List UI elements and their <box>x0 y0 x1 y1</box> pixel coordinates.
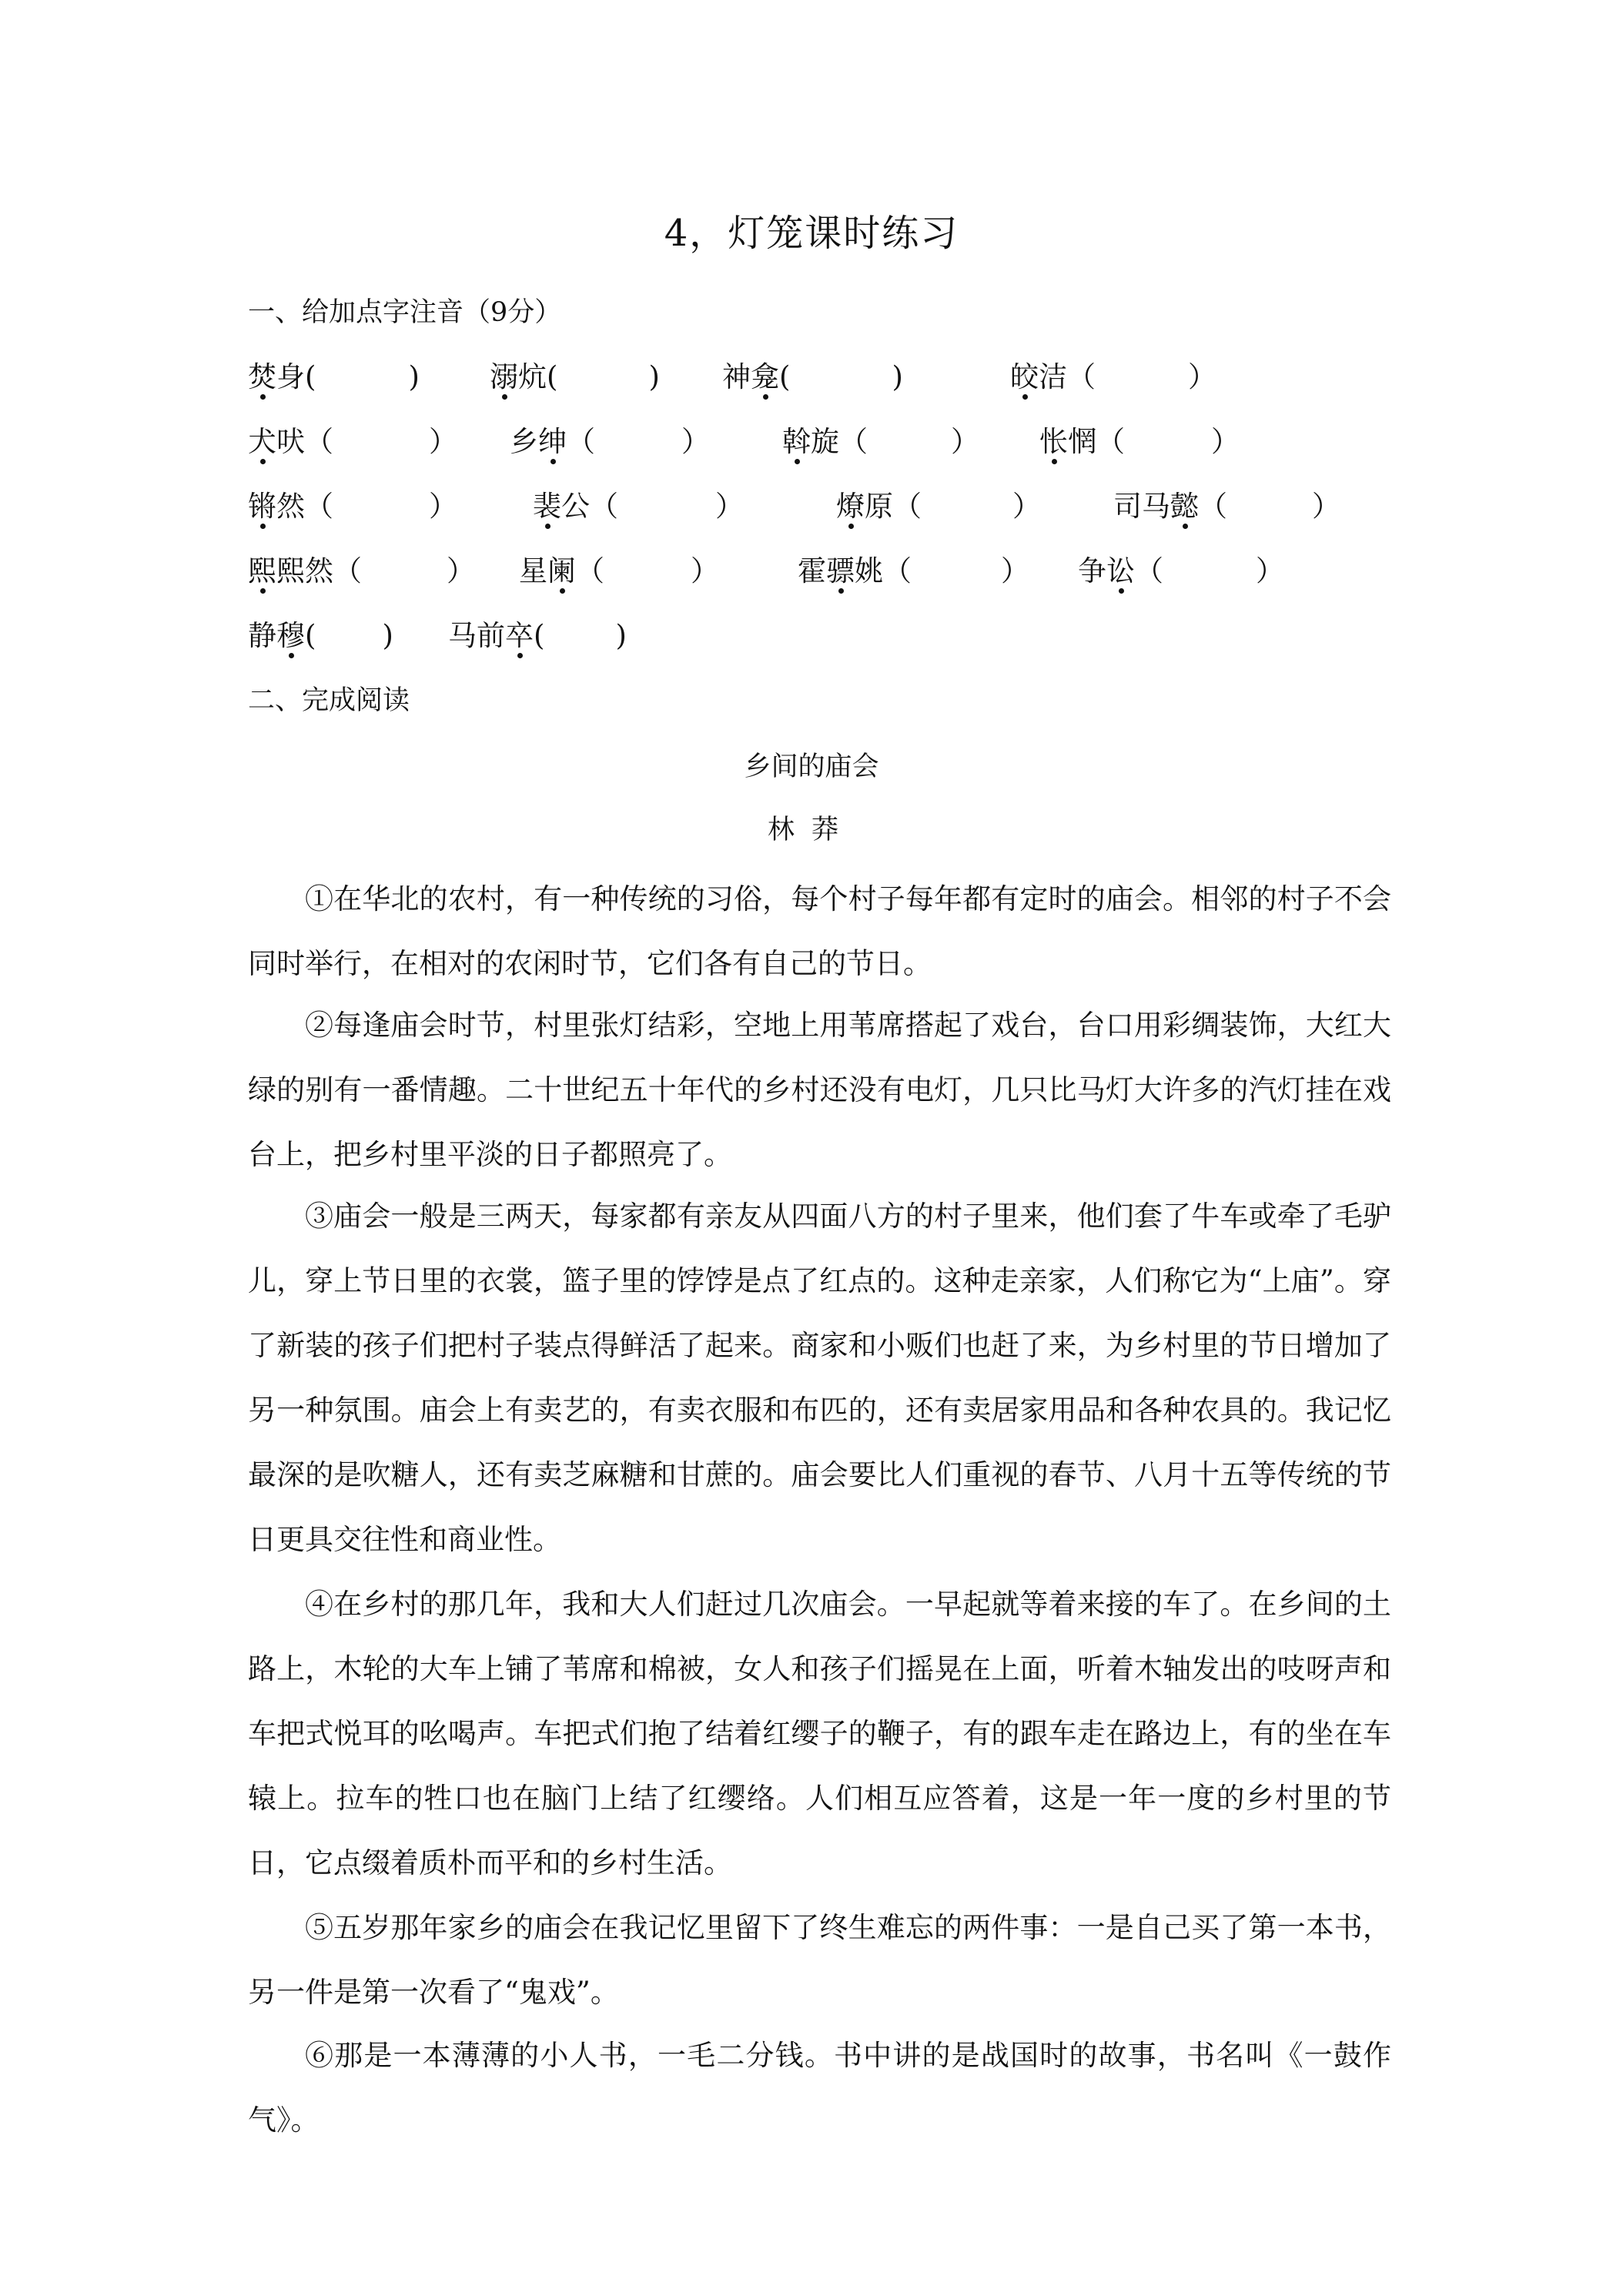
word-suffix: （ <box>576 554 604 587</box>
word-suffix: （ <box>567 425 595 458</box>
pinyin-row <box>248 614 1403 661</box>
word-suffix: ( <box>779 360 791 393</box>
word-prefix: 静 <box>248 619 276 652</box>
paragraph-1: ①在华北的农村，有一种传统的习俗，每个村子每年都有定时的庙会。相邻的村子不会同时举行，在相对的农闲时节，它们各有自己的节日。 <box>248 882 1391 980</box>
word-suffix: （ <box>1199 490 1227 523</box>
word-suffix: 洁（ <box>1039 360 1096 393</box>
closing-paren: ） <box>1188 360 1216 393</box>
word-suffix: 然（ <box>276 490 333 523</box>
emphasis-dot-icon <box>838 588 844 594</box>
closing-paren: ） <box>1312 490 1340 523</box>
emphasis-dot-icon <box>795 459 800 464</box>
word-suffix: 身( <box>276 360 316 393</box>
word-suffix: 熙然（ <box>276 554 362 587</box>
emphasis-dot-icon <box>1052 459 1057 464</box>
closing-paren: ) <box>892 360 903 393</box>
pinyin-item <box>248 614 393 658</box>
pinyin-item <box>836 485 1041 528</box>
pinyin-item <box>798 550 1029 593</box>
word-suffix: 公（ <box>561 490 618 523</box>
closing-paren: ） <box>1211 425 1240 458</box>
dotted-character: 熙 <box>248 554 276 587</box>
emphasis-dot-icon <box>289 653 294 658</box>
word-suffix: ( <box>305 619 316 652</box>
emphasis-dot-icon <box>848 524 854 529</box>
dotted-character: 绅 <box>538 425 567 458</box>
word-suffix: 姚（ <box>855 554 912 587</box>
paragraph-5: ⑤五岁那年家乡的庙会在我记忆里留下了终生难忘的两件事：一是自己买了第一本书，另一件是第一次看了“鬼戏”。 <box>248 1911 1391 2009</box>
pinyin-row <box>248 485 1403 531</box>
pinyin-row <box>248 420 1403 467</box>
passage-author: 林莽 <box>767 815 855 845</box>
pinyin-item <box>722 356 903 399</box>
word-prefix: 乡 <box>510 425 538 458</box>
emphasis-dot-icon <box>1022 394 1028 400</box>
pinyin-item <box>1039 420 1240 464</box>
closing-paren: ） <box>681 425 710 458</box>
pinyin-item <box>248 550 475 593</box>
pinyin-item <box>1078 550 1284 593</box>
closing-paren: ） <box>1001 554 1029 587</box>
paragraph-2: ②每逢庙会时节，村里张灯结彩，空地上用苇席搭起了戏台，台口用彩绸装饰，大红大绿的别有一番情趣。二十世纪五十年代的乡村还没有电灯，几只比马灯大许多的汽灯挂在戏台上，把乡村里平淡的日子都照亮了。 <box>248 1009 1391 1171</box>
pinyin-row <box>248 356 1403 402</box>
emphasis-dot-icon <box>260 459 266 464</box>
pinyin-item <box>248 420 457 464</box>
emphasis-dot-icon <box>550 459 556 464</box>
pinyin-item <box>510 420 710 464</box>
emphasis-dot-icon <box>560 588 565 594</box>
pinyin-item <box>248 485 457 528</box>
passage-title: 乡间的庙会 <box>744 751 879 782</box>
closing-paren: ） <box>951 425 979 458</box>
word-suffix: ( <box>534 619 545 652</box>
word-prefix: 司马 <box>1113 490 1170 523</box>
closing-paren: ） <box>429 490 457 523</box>
emphasis-dot-icon <box>1119 588 1124 594</box>
emphasis-dot-icon <box>260 588 266 594</box>
word-suffix: 旋（ <box>811 425 868 458</box>
dotted-character: 犬 <box>248 425 276 458</box>
word-suffix: （ <box>1135 554 1163 587</box>
emphasis-dot-icon <box>545 524 550 529</box>
word-suffix: 原（ <box>865 490 922 523</box>
pinyin-item <box>248 356 420 399</box>
pinyin-item <box>519 550 719 593</box>
dotted-character: 溺 <box>490 360 518 393</box>
dotted-character: 穆 <box>276 619 305 652</box>
section-2-heading: 二、完成阅读 <box>248 685 410 716</box>
pinyin-item <box>448 614 627 658</box>
emphasis-dot-icon <box>502 394 507 400</box>
pinyin-item <box>1010 356 1216 399</box>
dotted-character: 裴 <box>533 490 561 523</box>
pinyin-item <box>782 420 979 464</box>
pinyin-item <box>1113 485 1340 528</box>
word-prefix: 争 <box>1078 554 1106 587</box>
closing-paren: ) <box>382 619 393 652</box>
dotted-character: 龛 <box>751 360 779 393</box>
dotted-character: 卒 <box>505 619 534 652</box>
dotted-character: 懿 <box>1170 490 1199 523</box>
closing-paren: ) <box>408 360 420 393</box>
closing-paren: ） <box>691 554 719 587</box>
closing-paren: ) <box>615 619 627 652</box>
dotted-character: 皎 <box>1010 360 1039 393</box>
pinyin-item <box>490 356 660 399</box>
closing-paren: ） <box>447 554 475 587</box>
closing-paren: ） <box>1012 490 1041 523</box>
emphasis-dot-icon <box>517 653 523 658</box>
dotted-character: 阑 <box>547 554 576 587</box>
word-suffix: 吠（ <box>276 425 333 458</box>
word-prefix: 马前 <box>448 619 505 652</box>
word-suffix: 炕( <box>518 360 558 393</box>
word-suffix: 惘（ <box>1068 425 1125 458</box>
emphasis-dot-icon <box>260 394 266 400</box>
dotted-character: 斡 <box>782 425 811 458</box>
emphasis-dot-icon <box>763 394 768 400</box>
paragraph-6: ⑥那是一本薄薄的小人书，一毛二分钱。书中讲的是战国时的故事，书名叫《一鼓作气》。 <box>248 2039 1391 2137</box>
paragraph-4: ④在乡村的那几年，我和大人们赶过几次庙会。一早起就等着来接的车了。在乡间的土路上，木轮的大车上铺了苇席和棉被，女人和孩子们摇晃在上面，听着木轴发出的吱呀声和车把式悦耳的吆喝声。车把式们抱了结着红缨子的鞭子，有的跟车走在路边上，有的坐在车辕上。拉车的牲口也在脑门上结了红缨络。人们相互应答着，这是一年一度的乡村里的节日，它点缀着质朴而平和的乡村生活。 <box>248 1588 1391 1879</box>
word-prefix: 神 <box>722 360 751 393</box>
word-prefix: 星 <box>519 554 547 587</box>
paragraph-3: ③庙会一般是三两天，每家都有亲友从四面八方的村子里来，他们套了牛车或牵了毛驴儿，穿上节日里的衣裳，篮子里的饽饽是点了红点的。这种走亲家，人们称它为“上庙”。穿了新装的孩子们把村子装点得鲜活了起来。商家和小贩们也赶了来，为乡村里的节日增加了另一种氛围。庙会上有卖艺的，有卖衣服和布匹的，还有卖居家用品和各种农具的。我记忆最深的是吹糖人，还有卖芝麻糖和甘蔗的。庙会要比人们重视的春节、八月十五等传统的节日更具交往性和商业性。 <box>248 1200 1391 1556</box>
closing-paren: ） <box>1256 554 1284 587</box>
dotted-character: 讼 <box>1106 554 1135 587</box>
emphasis-dot-icon <box>1183 524 1188 529</box>
pinyin-item <box>533 485 744 528</box>
dotted-character: 燎 <box>836 490 865 523</box>
emphasis-dot-icon <box>260 524 266 529</box>
closing-paren: ) <box>648 360 660 393</box>
dotted-character: 怅 <box>1039 425 1068 458</box>
word-prefix: 霍 <box>798 554 826 587</box>
pinyin-row <box>248 550 1403 596</box>
closing-paren: ） <box>429 425 457 458</box>
dotted-character: 锵 <box>248 490 276 523</box>
dotted-character: 骠 <box>826 554 855 587</box>
closing-paren: ） <box>715 490 744 523</box>
dotted-character: 焚 <box>248 360 276 393</box>
section-1-heading: 一、给加点字注音（9分） <box>248 297 562 328</box>
page-title: 4，灯笼课时练习 <box>664 212 959 255</box>
